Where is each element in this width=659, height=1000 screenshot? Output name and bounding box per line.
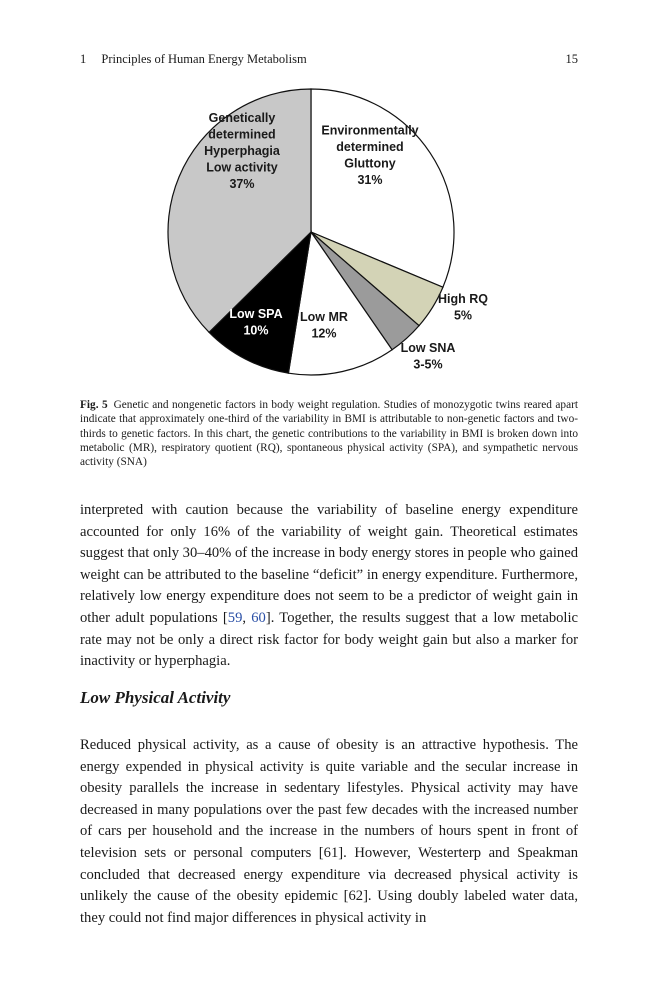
chapter-number: 1 <box>80 52 87 66</box>
citation-separator: , <box>242 609 252 626</box>
running-header <box>80 52 307 67</box>
slice-label-line: 3-5% <box>413 357 443 372</box>
slice-label-line: Low activity <box>206 160 278 175</box>
slice-label-line: Hyperphagia <box>204 144 280 158</box>
citation-link-59[interactable]: 59 <box>227 609 243 626</box>
page-number: 15 <box>565 52 578 66</box>
pie-chart <box>0 75 659 395</box>
slice-label-line: 37% <box>229 177 255 191</box>
slice-label-1 <box>438 292 488 323</box>
slice-label-line: Environmentally <box>321 123 419 138</box>
slice-label-line: 12% <box>311 326 337 341</box>
slice-label-line: Low SNA <box>400 340 456 355</box>
figure-label: Fig. 5 <box>80 399 108 411</box>
slice-label-line: Genetically <box>208 111 276 125</box>
slice-label-line: Low MR <box>300 309 348 324</box>
slice-label-line: determined <box>336 139 404 154</box>
paragraph-text: interpreted with caution because the variability of baseline energy expenditure accounted for only 16% of the variability of weight gain. Theoretical estimates suggest that only 30–40% of the increase in body energy stores in people who gained weight can be attributed to the baseline “deficit” in energy expenditure. Furthermore, relatively low energy expenditure does not seem to be a predictor of weight gain in other adult populations [ <box>80 502 578 626</box>
slice-label-line: 10% <box>243 323 269 338</box>
paragraph-text-end: ]. Together, the results suggest that a low metabolic rate may not be only a direct risk factor for body weight gain but also a marker for inactivity or hyperphagia. <box>80 609 579 670</box>
slice-label-line: 31% <box>357 172 383 187</box>
slice-label-line: High RQ <box>438 291 488 306</box>
body-paragraph-2: Reduced physical activity, as a cause of obesity is an attractive hypothesis. The energy expended in physical activity is quite variable and the secular increase in obesity parallels the increase in sedentary lifestyles. Physical activity may have decreased in many populations over the past few decades with the increased number of cars per household and the increase in the numbers of hours spent in front of television sets or personal computers [61]. However, Westerterp and Speakman concluded that decreased energy expenditure via decreased physical activity is unlikely the cause of the obesity epidemic [62]. Using doubly labeled water data, they could not find major differences in physical activity in <box>80 737 578 926</box>
chapter-title: Principles of Human Energy Metabolism <box>101 52 307 66</box>
figure-caption <box>80 398 578 469</box>
slice-label-line: Gluttony <box>344 156 396 171</box>
section-heading: Low Physical Activity <box>80 688 231 707</box>
caption-text: Genetic and nongenetic factors in body weight regulation. Studies of monozygotic twins reared apart indicate that approximately one-third of the variability in BMI is attributable to non-genetic factors and two-thirds to genetic factors. In this chart, the genetic contributions to the variability in BMI is broken down into metabolic (MR), respiratory quotient (RQ), spontaneous physical activity (SPA), and sympathetic nervous activity (SNA) <box>80 399 578 469</box>
citation-link-60[interactable]: 60 <box>251 609 266 626</box>
slice-label-2 <box>401 341 456 372</box>
slice-label-line: Low SPA <box>229 306 283 321</box>
slice-label-line: 5% <box>453 308 473 323</box>
slice-label-line: determined <box>208 127 276 142</box>
body-paragraph-1 <box>80 500 578 673</box>
